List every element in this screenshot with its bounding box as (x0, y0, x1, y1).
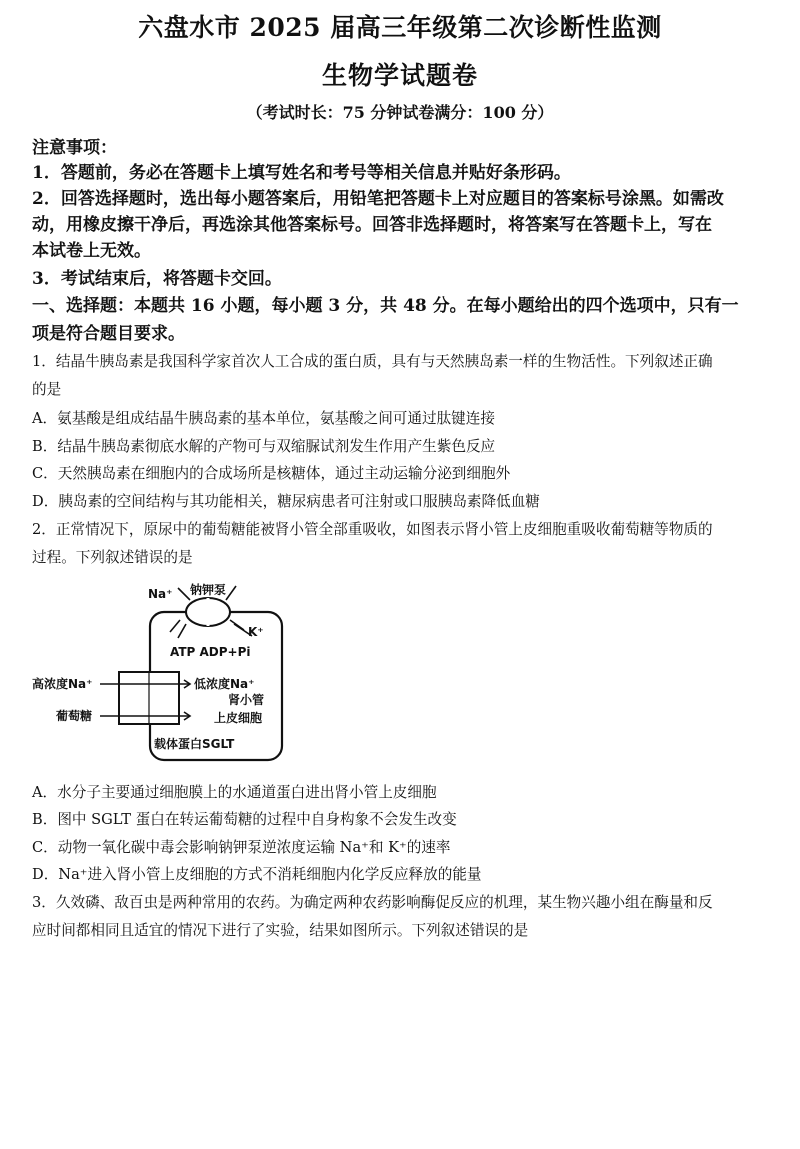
question-2-option-c: C．动物一氧化碳中毒会影响钠钾泵逆浓度运输 Na⁺和 K⁺的速率 (32, 839, 451, 856)
question-1-stem: 的是 (32, 381, 62, 398)
arrow (178, 624, 186, 638)
arrow (178, 588, 190, 600)
notice-item: 3．考试结束后，将答题卡交回。 (32, 269, 282, 289)
label-pump: 钠钾泵 (190, 583, 227, 597)
label-carrier: 载体蛋白SGLT (154, 737, 235, 751)
label-glucose: 葡萄糖 (56, 709, 93, 723)
kidney-cell-diagram (30, 576, 290, 766)
question-2-option-d: D．Na⁺进入肾小管上皮细胞的方式不消耗细胞内化学反应释放的能量 (32, 866, 482, 883)
notice-item: 本试卷上无效。 (32, 241, 151, 261)
notice-item: 2．回答选择题时，选出每小题答案后，用铅笔把答题卡上对应题目的答案标号涂黑。如需改 (32, 189, 724, 209)
arrow (226, 586, 236, 600)
question-2-option-b: B．图中 SGLT 蛋白在转运葡萄糖的过程中自身构象不会发生改变 (32, 811, 457, 828)
label-cell-line2: 上皮细胞 (214, 711, 263, 725)
label-low-na: 低浓度Na⁺ (194, 677, 255, 691)
question-1-option-d: D．胰岛素的空间结构与其功能相关，糖尿病患者可注射或口服胰岛素降低血糖 (32, 493, 540, 510)
question-3-stem: 3．久效磷、敌百虫是两种常用的农药。为确定两种农药影响酶促反应的机理，某生物兴趣小组在酶量和反 (32, 894, 713, 911)
section-heading: 项是符合题目要求。 (32, 324, 185, 344)
exam-title: 六盘水市 2025 届高三年级第二次诊断性监测 (138, 13, 662, 42)
question-1-option-a: A．氨基酸是组成结晶牛胰岛素的基本单位，氨基酸之间可通过肽键连接 (32, 410, 495, 427)
question-1-option-b: B．结晶牛胰岛素彻底水解的产物可与双缩脲试剂发生作用产生紫色反应 (32, 438, 496, 455)
arrow (170, 620, 180, 632)
label-atp: ATP ADP+Pi (170, 645, 251, 659)
notice-heading: 注意事项： (32, 138, 117, 158)
label-high-na: 高浓度Na⁺ (32, 677, 93, 691)
section-heading: 一、选择题：本题共 16 小题，每小题 3 分，共 48 分。在每小题给出的四个选项中，只有一 (32, 296, 739, 316)
notice-item: 1．答题前，务必在答题卡上填写姓名和考号等相关信息并贴好条形码。 (32, 163, 571, 183)
label-k-in: K⁺ (248, 625, 264, 639)
question-2-stem: 过程。下列叙述错误的是 (32, 549, 193, 566)
question-2-option-a: A．水分子主要通过细胞膜上的水通道蛋白进出肾小管上皮细胞 (32, 784, 437, 801)
question-1-option-c: C．天然胰岛素在细胞内的合成场所是核糖体，通过主动运输分泌到细胞外 (32, 465, 511, 482)
question-1-stem: 1．结晶牛胰岛素是我国科学家首次人工合成的蛋白质，具有与天然胰岛素一样的生物活性。下列叙述正确 (32, 353, 713, 370)
notice-item: 动，用橡皮擦干净后，再选涂其他答案标号。回答非选择题时，将答案写在答题卡上，写在 (32, 215, 712, 235)
label-cell-line1: 肾小管 (228, 693, 265, 707)
exam-info: （考试时长：75 分钟试卷满分：100 分） (246, 103, 554, 122)
question-2-stem: 2．正常情况下，原尿中的葡萄糖能被肾小管全部重吸收，如图表示肾小管上皮细胞重吸收葡萄糖等物质的 (32, 521, 713, 538)
exam-subtitle: 生物学试题卷 (321, 61, 478, 90)
question-3-stem: 应时间都相同且适宜的情况下进行了实验，结果如图所示。下列叙述错误的是 (32, 922, 529, 939)
label-na-out: Na⁺ (148, 587, 173, 601)
